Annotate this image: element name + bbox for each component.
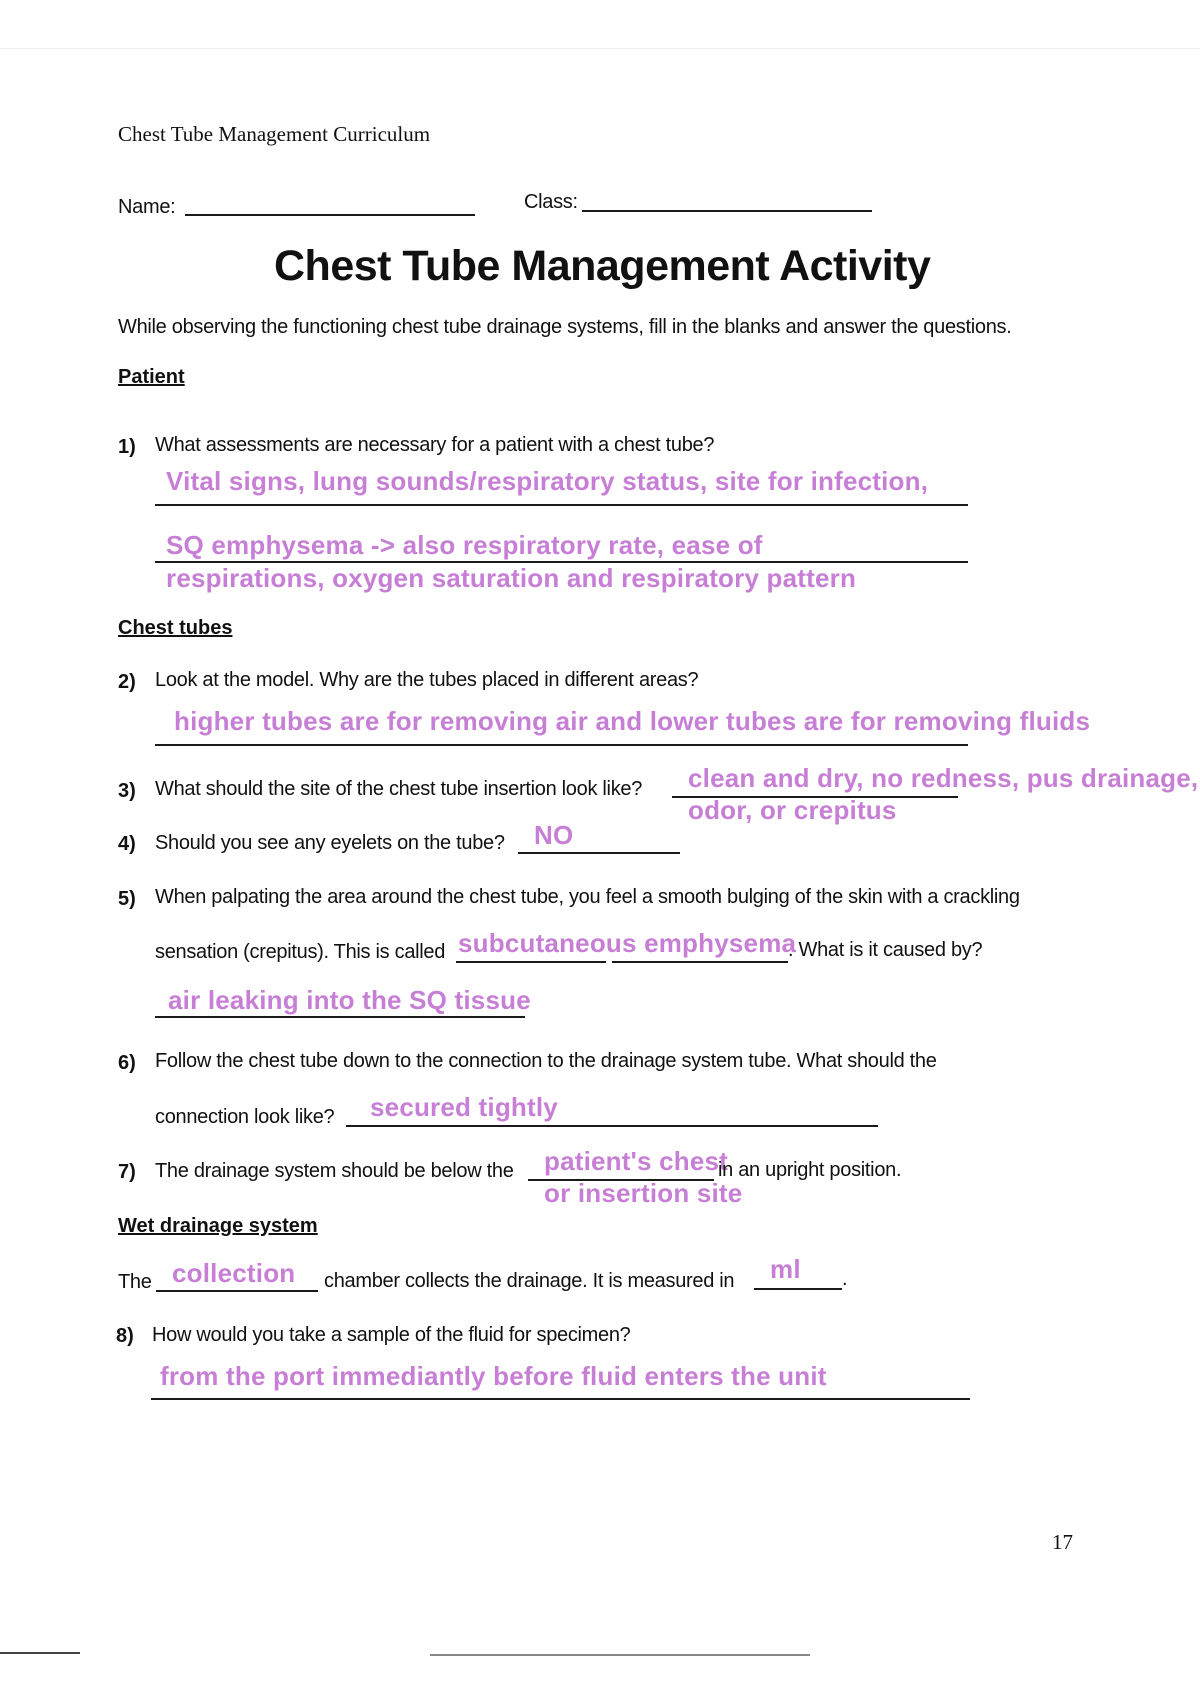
q8-text: How would you take a sample of the fluid for specimen? [152, 1324, 631, 1346]
q7-text-b: in an upright position. [718, 1159, 902, 1181]
class-field[interactable] [582, 210, 872, 212]
scan-edge-bottom [430, 1654, 810, 1656]
q7-answer-line1: patient's chest [544, 1146, 729, 1176]
name-label: Name: [118, 196, 176, 218]
q1-text: What assessments are necessary for a patient with a chest tube? [155, 434, 715, 456]
q4-number: 4) [118, 833, 136, 855]
q5-text-line2: sensation (crepitus). This is called [155, 941, 446, 963]
section-wet-drainage: Wet drainage system [118, 1215, 318, 1237]
q1-blank-1[interactable] [155, 504, 968, 506]
instructions: While observing the functioning chest tube drainage systems, fill in the blanks and answer the questions. [118, 316, 1012, 338]
wet-answer-collection: collection [172, 1258, 296, 1288]
q8-number: 8) [116, 1325, 134, 1347]
curriculum-title: Chest Tube Management Curriculum [118, 122, 431, 146]
class-label: Class: [524, 191, 578, 213]
q1-answer-line3: respirations, oxygen saturation and respiratory pattern [166, 563, 857, 593]
q5-text-caused-by: . What is it caused by? [788, 939, 983, 961]
wet-answer-unit: ml [770, 1254, 801, 1284]
wet-text-a: The [118, 1271, 152, 1293]
page-title: Chest Tube Management Activity [274, 242, 931, 290]
q1-answer-line1: Vital signs, lung sounds/respiratory status, site for infection, [166, 466, 929, 496]
q2-text: Look at the model. Why are the tubes placed in different areas? [155, 669, 699, 691]
q7-text-a: The drainage system should be below the [155, 1160, 514, 1182]
scan-edge-top [0, 48, 1200, 49]
q4-blank[interactable] [518, 852, 680, 854]
q6-text-line2: connection look like? [155, 1106, 335, 1128]
q2-number: 2) [118, 671, 136, 693]
q3-number: 3) [118, 780, 136, 802]
q6-blank[interactable] [346, 1125, 878, 1127]
scan-edge-bottom-left [0, 1652, 80, 1654]
q2-blank[interactable] [155, 744, 968, 746]
q3-answer-line1: clean and dry, no redness, pus drainage, [688, 763, 1199, 793]
q6-number: 6) [118, 1052, 136, 1074]
q7-answer-line2: or insertion site [544, 1178, 743, 1208]
section-patient: Patient [118, 366, 185, 388]
q4-text: Should you see any eyelets on the tube? [155, 832, 505, 854]
q8-answer: from the port immediantly before fluid enters the unit [160, 1361, 827, 1391]
wet-text-c: . [842, 1268, 848, 1290]
q5-blank-a1[interactable] [456, 961, 606, 963]
wet-text-b: chamber collects the drainage. It is measured in [324, 1270, 735, 1292]
q7-number: 7) [118, 1161, 136, 1183]
wet-blank-b[interactable] [754, 1288, 842, 1290]
q2-answer: higher tubes are for removing air and lower tubes are for removing fluids [174, 706, 1091, 736]
q5-blank-a2[interactable] [612, 961, 788, 963]
q1-answer-line2: SQ emphysema -> also respiratory rate, ease of [166, 530, 763, 560]
q3-text: What should the site of the chest tube insertion look like? [155, 778, 643, 800]
page-number: 17 [1052, 1530, 1073, 1554]
q4-answer: NO [534, 820, 574, 850]
q5-text-line1: When palpating the area around the chest tube, you feel a smooth bulging of the skin with a crackling [155, 886, 1020, 908]
wet-blank-a[interactable] [156, 1290, 318, 1292]
q6-text-line1: Follow the chest tube down to the connection to the drainage system tube. What should the [155, 1050, 937, 1072]
q5-answer-a: subcutaneous emphysema [458, 928, 797, 958]
q3-answer-line2: odor, or crepitus [688, 795, 897, 825]
q1-number: 1) [118, 436, 136, 458]
name-field[interactable] [185, 214, 475, 216]
q5-number: 5) [118, 888, 136, 910]
q6-answer: secured tightly [370, 1092, 558, 1122]
q5-blank-b[interactable] [155, 1016, 525, 1018]
q8-blank[interactable] [151, 1398, 970, 1400]
section-chest-tubes: Chest tubes [118, 617, 233, 639]
q5-answer-b: air leaking into the SQ tissue [168, 985, 531, 1015]
